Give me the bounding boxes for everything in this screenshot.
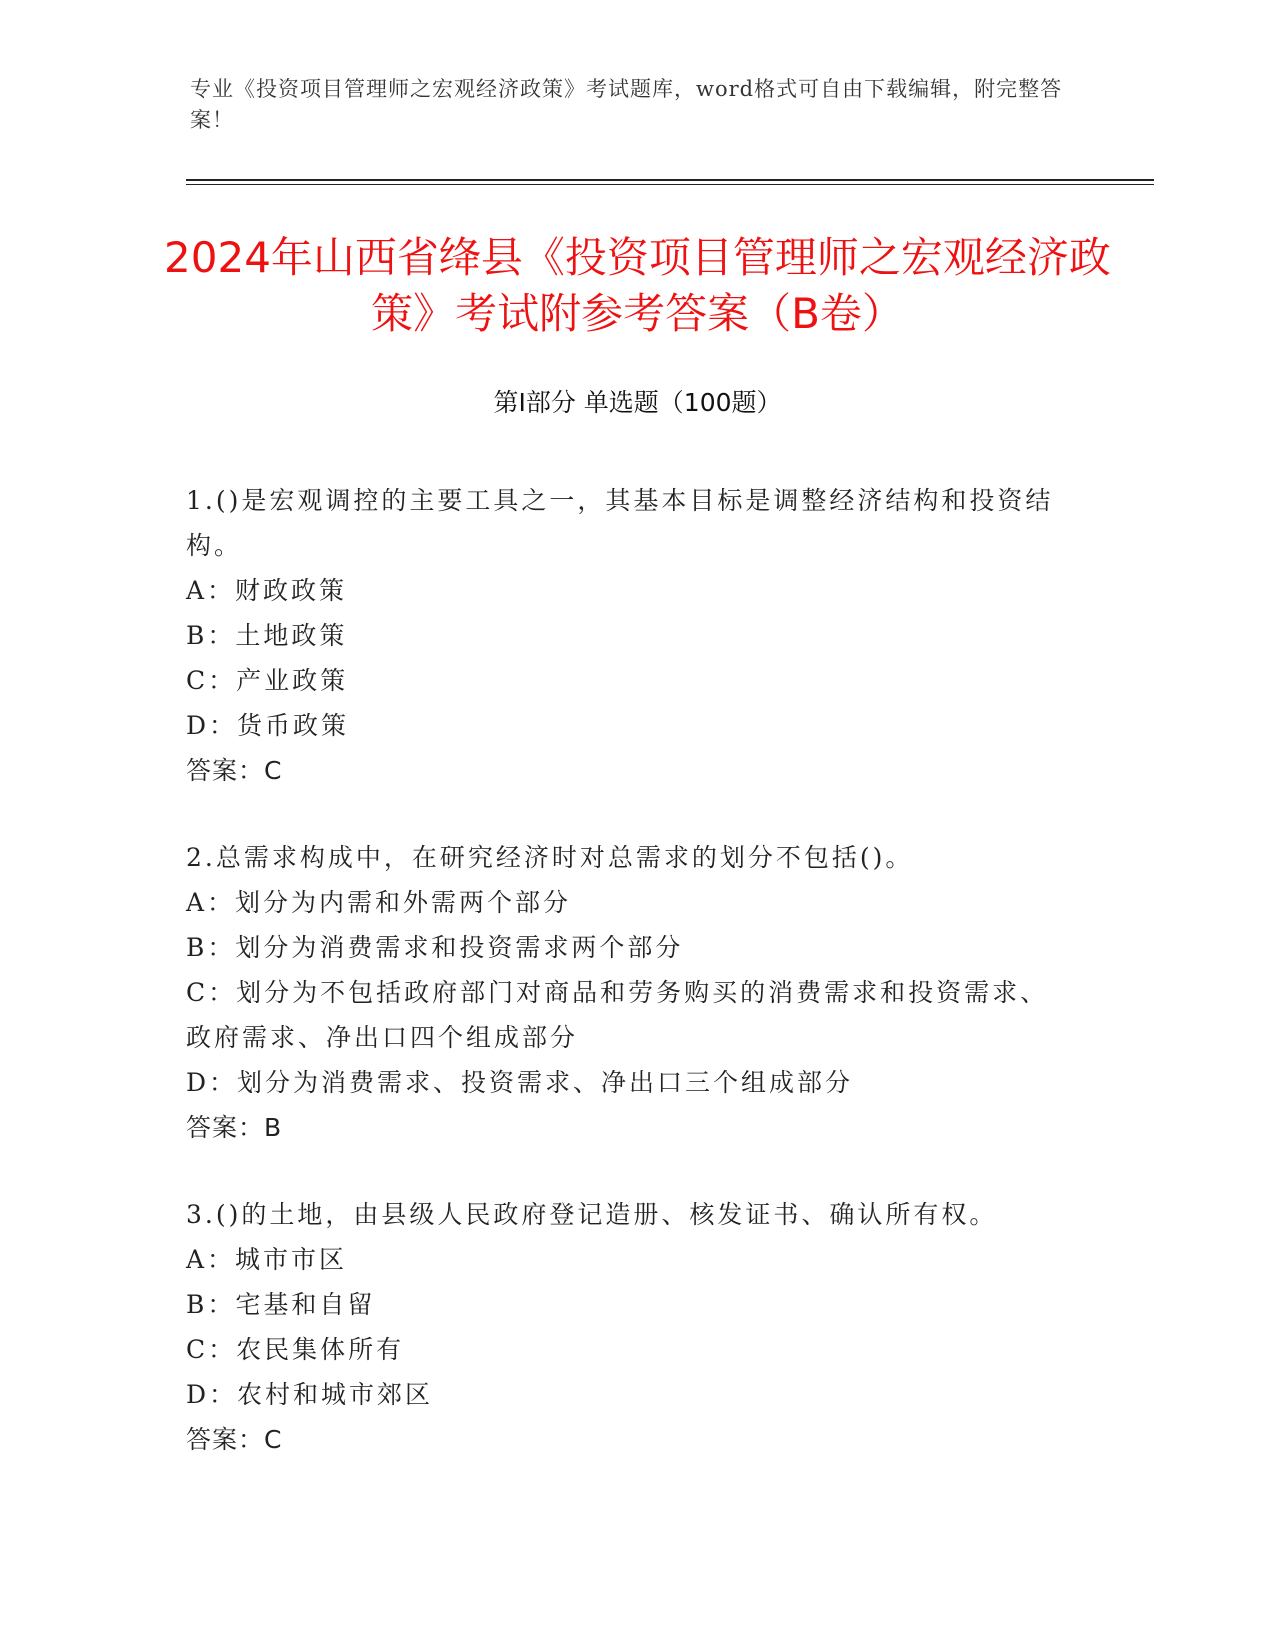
section-title: 第I部分 单选题（100题） bbox=[493, 388, 782, 417]
question-answer: 答案：C bbox=[186, 756, 283, 785]
question-2 bbox=[186, 835, 1066, 1150]
option-b: B：宅基和自留 bbox=[186, 1290, 376, 1319]
question-answer: 答案：C bbox=[186, 1425, 283, 1454]
option-a: A：城市市区 bbox=[186, 1245, 348, 1274]
option-a: A：财政政策 bbox=[186, 576, 348, 605]
question-answer: 答案：B bbox=[186, 1113, 283, 1142]
option-a: A：划分为内需和外需两个部分 bbox=[186, 888, 572, 917]
question-list bbox=[186, 478, 1066, 1504]
question-stem: 3.()的土地，由县级人民政府登记造册、核发证书、确认所有权。 bbox=[186, 1200, 998, 1229]
option-d: D：农村和城市郊区 bbox=[186, 1380, 434, 1409]
option-c: C：划分为不包括政府部门对商品和劳务购买的消费需求和投资需求、政府需求、净出口四个组成部分 bbox=[186, 978, 1049, 1052]
option-c: C：产业政策 bbox=[186, 666, 349, 695]
option-d: D：划分为消费需求、投资需求、净出口三个组成部分 bbox=[186, 1068, 854, 1097]
option-b: B：划分为消费需求和投资需求两个部分 bbox=[186, 933, 684, 962]
document-title: 2024年山西省绛县《投资项目管理师之宏观经济政策》考试附参考答案（B卷） bbox=[164, 233, 1111, 338]
question-stem: 1.()是宏观调控的主要工具之一，其基本目标是调整经济结构和投资结构。 bbox=[186, 486, 1054, 560]
question-stem: 2.总需求构成中，在研究经济时对总需求的划分不包括()。 bbox=[186, 843, 914, 872]
option-c: C：农民集体所有 bbox=[186, 1335, 405, 1364]
question-3 bbox=[186, 1192, 1066, 1462]
header-rule-thin bbox=[186, 184, 1154, 185]
question-1 bbox=[186, 478, 1066, 793]
option-b: B：土地政策 bbox=[186, 621, 348, 650]
header-rule-thick bbox=[186, 179, 1154, 181]
option-d: D：货币政策 bbox=[186, 711, 350, 740]
header-note: 专业《投资项目管理师之宏观经济政策》考试题库，word格式可自由下载编辑，附完整答案！ bbox=[190, 77, 1063, 132]
